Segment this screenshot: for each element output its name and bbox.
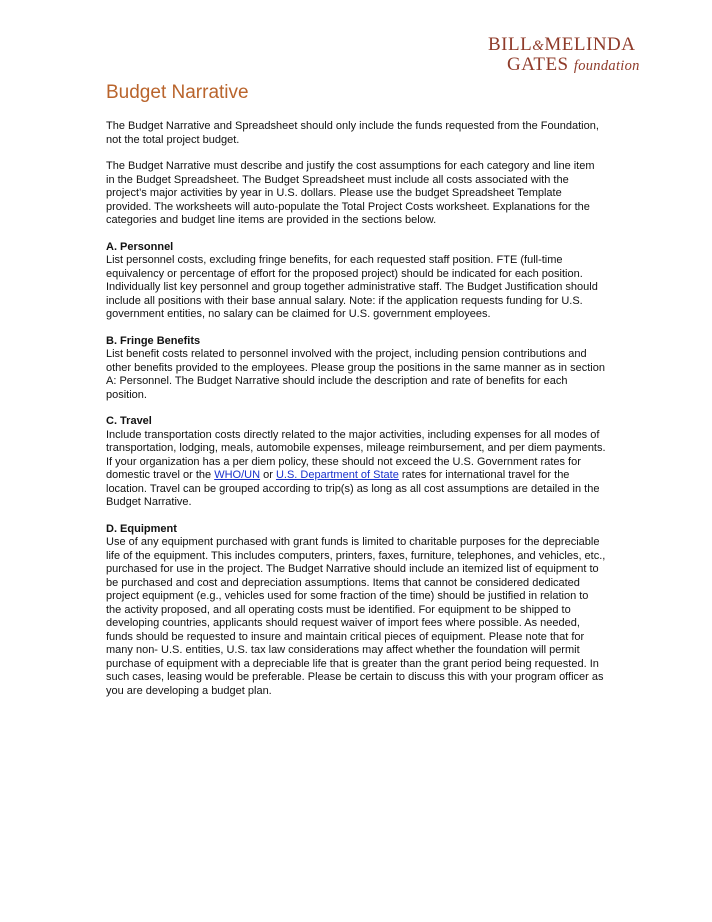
- section-title: B. Fringe Benefits: [106, 334, 201, 347]
- section-text: Use of any equipment purchased with grant funds is limited to charitable purposes for the depreciable life of the equipment. This includes computers, printers, faxes, furniture, telephones, and vehicles, etc., purchased for use in the project. The Budget Narrative should include an itemized list of equipment to be purchased and cost and depreciation assumptions. Items that cannot be considered dedicated project equipment (e.g., vehicles used for some fraction of the time) should be justified in relation to the activity proposed, and all operating costs must be identified. For equipment to be shipped to developing countries, applicants should request waiver of import fees where possible. As needed, funds should be requested to insure and maintain critical pieces of equipment. Please note that for many non- U.S. entities, U.S. tax law considerations may affect whether the foundation will permit purchase of equipment with a depreciable life that is greater than the grant period being requested. In such cases, leasing would be preferable. Please be certain to discuss this with your program officer as you are developing a budget plan.: [106, 536, 606, 697]
- page-title: Budget Narrative: [106, 82, 249, 103]
- logo-line-2: GATES foundation: [507, 54, 640, 75]
- section-travel: [106, 415, 606, 510]
- section-title: A. Personnel: [106, 240, 174, 253]
- logo-line-1: BILL&MELINDA: [488, 34, 636, 55]
- section-text: Include transportation costs directly related to the major activities, including expenses for all modes of transportation, lodging, meals, automobile expenses, mileage reimbursement, and per diem payments. If your organization has a per diem policy, these should not exceed the U.S. Government rates for domestic travel or the: [106, 428, 606, 481]
- section-text: List personnel costs, excluding fringe benefits, for each requested staff position. FTE (full-time equivalency or percentage of effort for the proposed project) should be indicated for each position. Individually list key personnel and group together administrative staff. The Budget Justification should include all positions with their base annual salary. Note: if the application requests funding for U.S. government entities, no salary can be claimed for U.S. government employees.: [106, 254, 598, 320]
- foundation-logo: [478, 34, 688, 78]
- who-un-link[interactable]: WHO/UN: [214, 469, 261, 481]
- section-text: rates for international travel for the location. Travel can be grouped according to trip(s) as long as all cost assumptions are detailed in the Budget Narrative.: [106, 469, 600, 508]
- intro-paragraph-1: The Budget Narrative and Spreadsheet should only include the funds requested from the Foundation, not the total project budget.: [106, 120, 599, 146]
- section-fringe-benefits: [106, 335, 606, 403]
- document-body: [106, 82, 606, 711]
- section-title: C. Travel: [106, 415, 152, 427]
- us-department-of-state-link[interactable]: U.S. Department of State: [275, 469, 399, 481]
- section-personnel: [106, 241, 606, 322]
- section-title: D. Equipment: [106, 522, 177, 535]
- intro-paragraph-2: The Budget Narrative must describe and justify the cost assumptions for each category and line item in the Budget Spreadsheet. The Budget Spreadsheet must include all costs associated with the project’s major activities by year in U.S. dollars. Please use the budget Spreadsheet Template provided. The worksheets will auto-populate the Total Project Costs worksheet. Explanations for the categories and budget line items are provided in the sections below.: [106, 160, 595, 226]
- section-text: List benefit costs related to personnel involved with the project, including pension contributions and other benefits provided to the employees. Please group the positions in the same manner as in section A: Personnel. The Budget Narrative should include the description and rate of benefits for each position.: [106, 348, 605, 401]
- section-equipment: [106, 523, 606, 699]
- section-text: or: [260, 469, 276, 481]
